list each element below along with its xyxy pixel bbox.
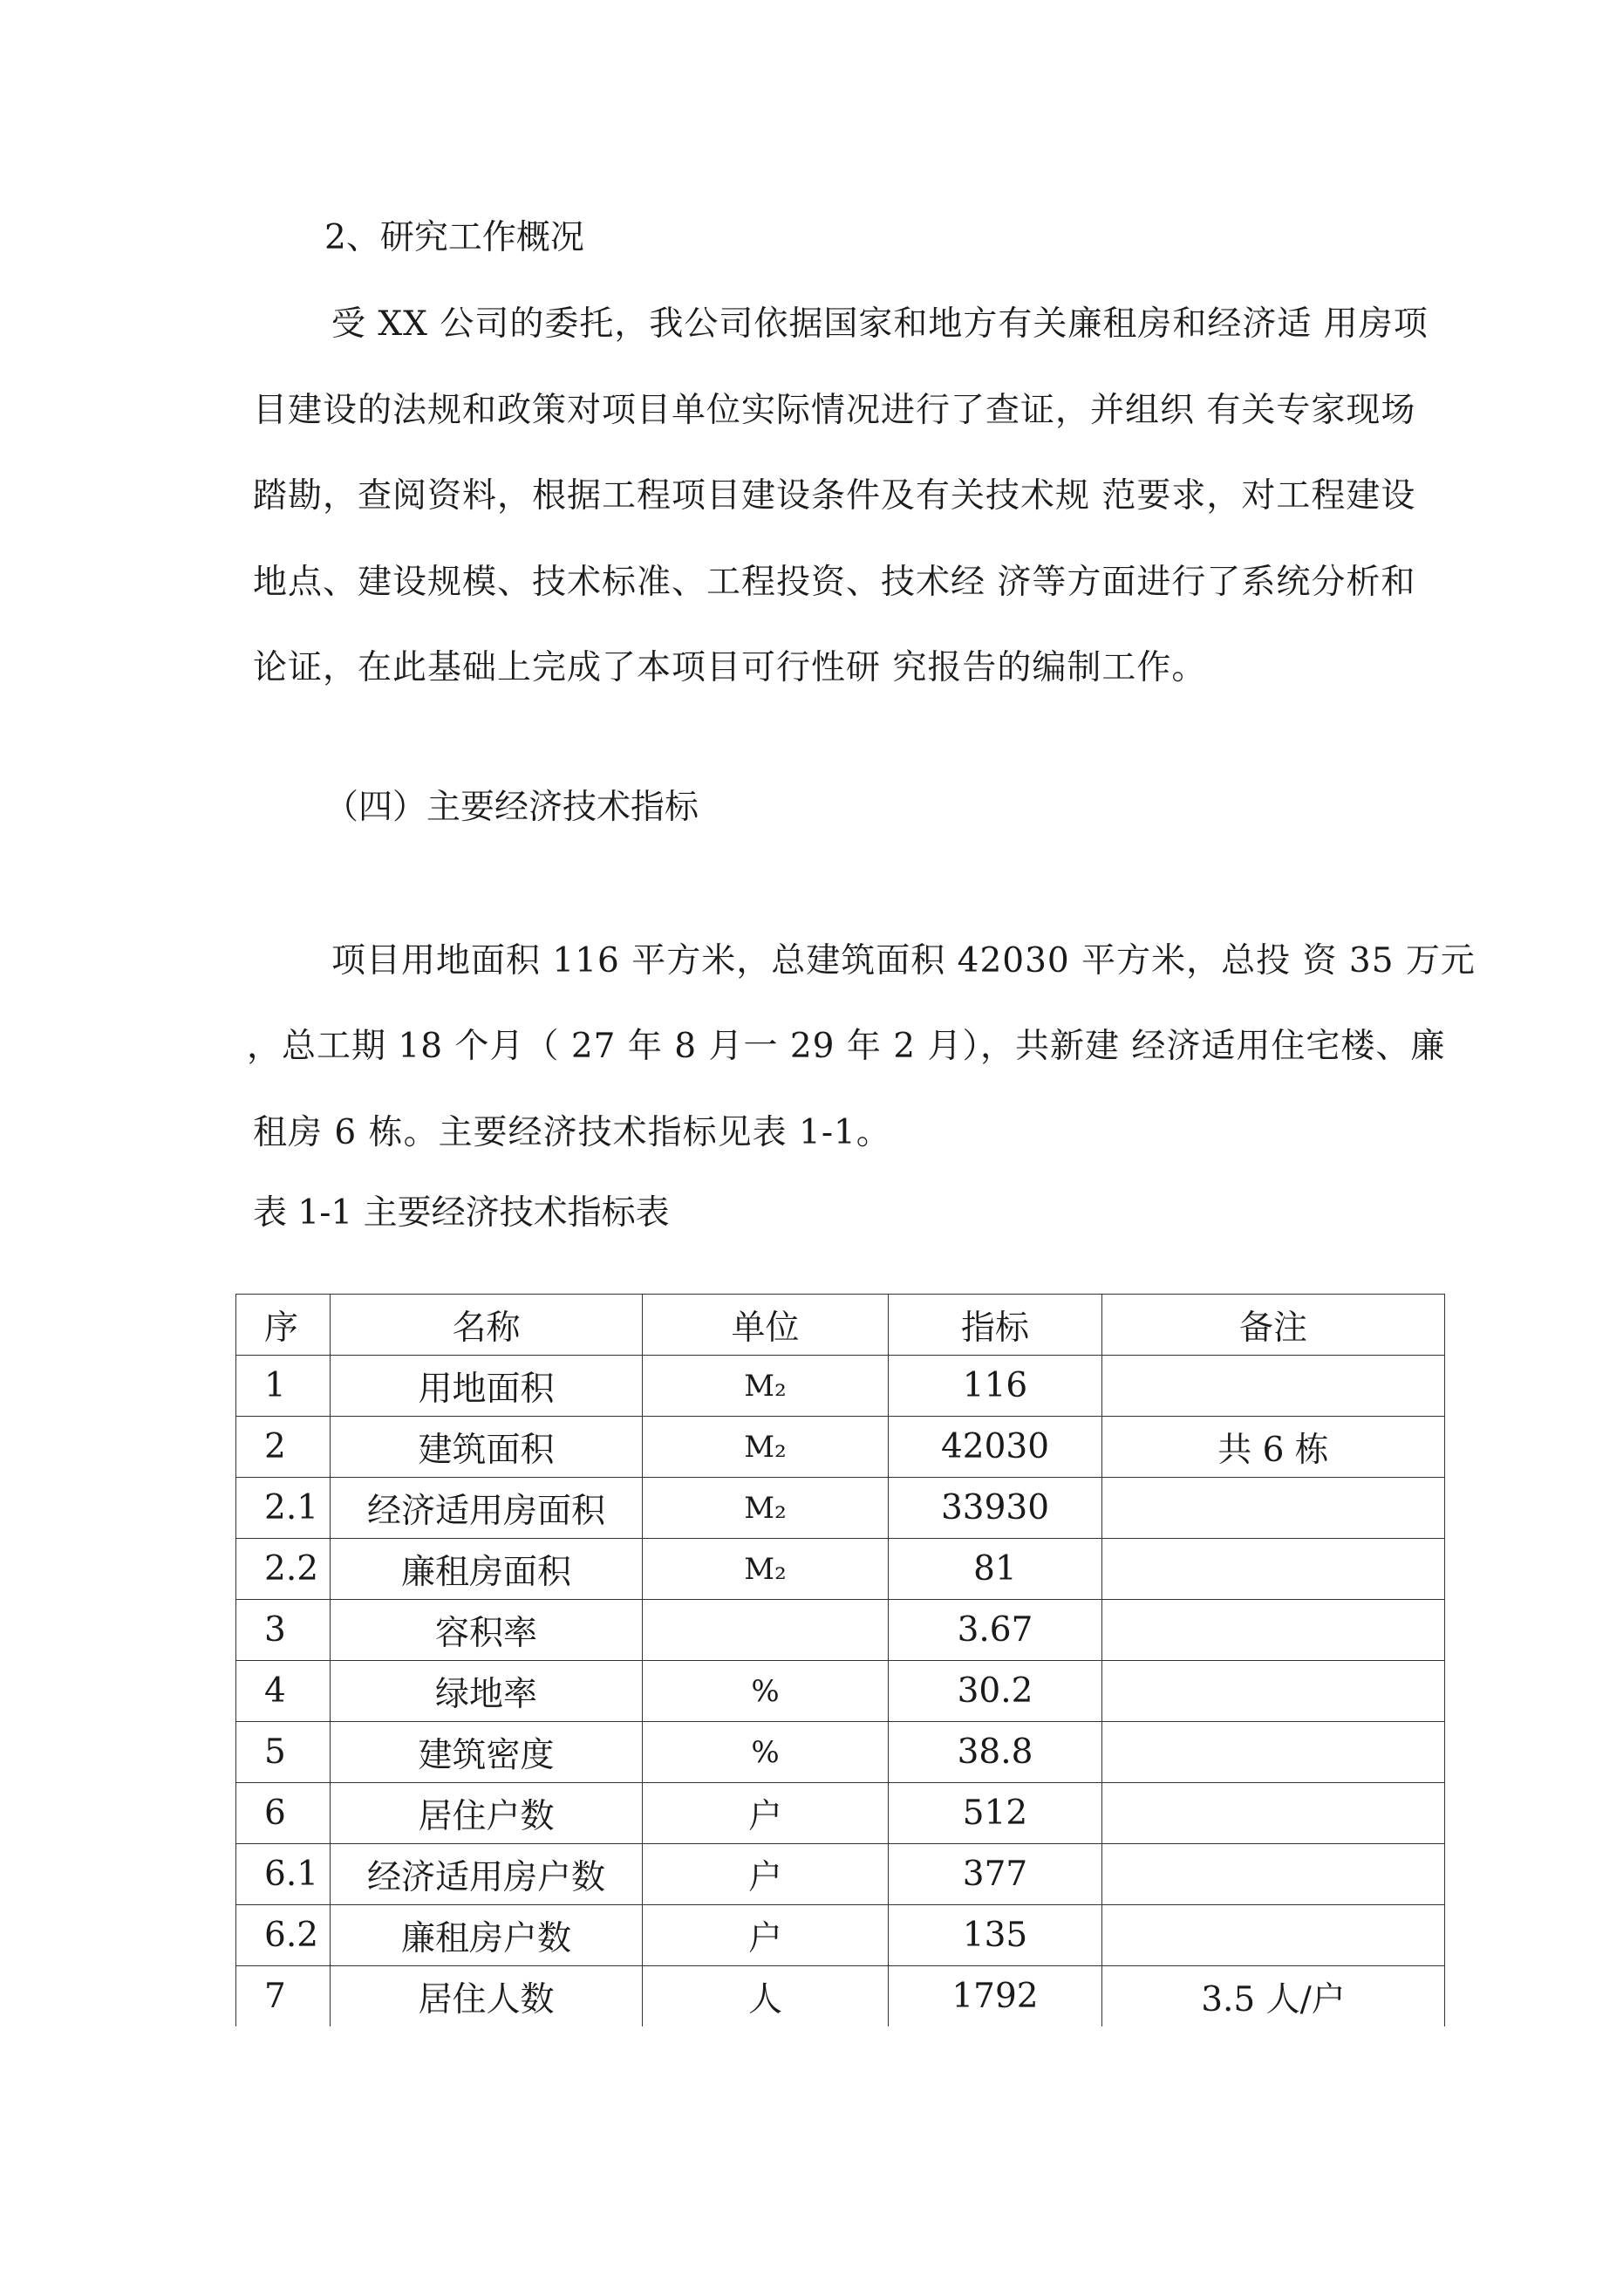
cell-remark — [1102, 1905, 1445, 1966]
cell-value: 42030 — [889, 1417, 1102, 1478]
cell-seq: 2 — [236, 1417, 331, 1478]
cell-seq: 3 — [236, 1600, 331, 1661]
table-row — [236, 1722, 1445, 1783]
cell-remark — [1102, 1356, 1445, 1417]
cell-value: 81 — [889, 1539, 1102, 1600]
cell-unit: M₂ — [643, 1539, 889, 1600]
indicators-table — [235, 1294, 1445, 2026]
table-row — [236, 1966, 1445, 2027]
table-row — [236, 1478, 1445, 1539]
cell-unit: % — [643, 1722, 889, 1783]
table-header-row — [236, 1295, 1445, 1356]
cell-name: 容积率 — [331, 1600, 643, 1661]
header-name: 名称 — [331, 1295, 643, 1356]
cell-name: 经济适用房面积 — [331, 1478, 643, 1539]
cell-seq: 6 — [236, 1783, 331, 1844]
table-row — [236, 1661, 1445, 1722]
cell-seq: 2.2 — [236, 1539, 331, 1600]
header-value: 指标 — [889, 1295, 1102, 1356]
cell-unit: M₂ — [643, 1417, 889, 1478]
cell-remark — [1102, 1722, 1445, 1783]
cell-name: 廉租房面积 — [331, 1539, 643, 1600]
table-row — [236, 1905, 1445, 1966]
table-row — [236, 1844, 1445, 1905]
cell-unit: M₂ — [643, 1356, 889, 1417]
cell-remark: 3.5 人/户 — [1102, 1966, 1445, 2027]
cell-value: 135 — [889, 1905, 1102, 1966]
cell-value: 30.2 — [889, 1661, 1102, 1722]
cell-unit: % — [643, 1661, 889, 1722]
paragraph-line: 项目用地面积 116 平方米，总建筑面积 42030 平方米，总投 资 35 万元 — [331, 941, 1476, 981]
cell-seq: 1 — [236, 1356, 331, 1417]
paragraph-line: 租房 6 栋。主要经济技术指标见表 1-1。 — [253, 1113, 891, 1152]
cell-name: 居住人数 — [331, 1966, 643, 2027]
cell-name: 经济适用房户数 — [331, 1844, 643, 1905]
table-row — [236, 1783, 1445, 1844]
table-row — [236, 1539, 1445, 1600]
paragraph-line: 受 XX 公司的委托，我公司依据国家和地方有关廉租房和经济适 用房项 — [331, 304, 1429, 344]
cell-unit: M₂ — [643, 1478, 889, 1539]
cell-remark — [1102, 1539, 1445, 1600]
paragraph-line: 地点、建设规模、技术标准、工程投资、技术经 济等方面进行了系统分析和 — [253, 563, 1416, 602]
cell-seq: 4 — [236, 1661, 331, 1722]
table-caption: 表 1-1 主要经济技术指标表 — [253, 1193, 670, 1233]
section-heading-indicators: （四）主要经济技术指标 — [324, 788, 699, 827]
cell-seq: 2.1 — [236, 1478, 331, 1539]
cell-value: 377 — [889, 1844, 1102, 1905]
cell-seq: 5 — [236, 1722, 331, 1783]
header-seq: 序 — [236, 1295, 331, 1356]
cell-remark — [1102, 1478, 1445, 1539]
cell-unit: 户 — [643, 1783, 889, 1844]
cell-name: 绿地率 — [331, 1661, 643, 1722]
section-heading-research: 2、研究工作概况 — [324, 218, 584, 257]
cell-name: 用地面积 — [331, 1356, 643, 1417]
cell-name: 廉租房户数 — [331, 1905, 643, 1966]
cell-value: 116 — [889, 1356, 1102, 1417]
cell-unit — [643, 1600, 889, 1661]
paragraph-line: 论证，在此基础上完成了本项目可行性研 究报告的编制工作。 — [253, 648, 1207, 687]
cell-value: 33930 — [889, 1478, 1102, 1539]
cell-value: 1792 — [889, 1966, 1102, 2027]
header-unit: 单位 — [643, 1295, 889, 1356]
paragraph-line: 目建设的法规和政策对项目单位实际情况进行了查证，并组织 有关专家现场 — [253, 391, 1416, 430]
cell-remark — [1102, 1783, 1445, 1844]
cell-name: 建筑密度 — [331, 1722, 643, 1783]
cell-unit: 人 — [643, 1966, 889, 2027]
cell-remark — [1102, 1844, 1445, 1905]
cell-seq: 6.2 — [236, 1905, 331, 1966]
paragraph-line: 踏勘，查阅资料，根据工程项目建设条件及有关技术规 范要求，对工程建设 — [253, 476, 1416, 516]
table-row — [236, 1356, 1445, 1417]
cell-value: 512 — [889, 1783, 1102, 1844]
cell-seq: 7 — [236, 1966, 331, 2027]
cell-seq: 6.1 — [236, 1844, 331, 1905]
table-row — [236, 1417, 1445, 1478]
cell-name: 居住户数 — [331, 1783, 643, 1844]
table-row — [236, 1600, 1445, 1661]
cell-unit: 户 — [643, 1905, 889, 1966]
cell-unit: 户 — [643, 1844, 889, 1905]
header-remark: 备注 — [1102, 1295, 1445, 1356]
cell-remark — [1102, 1661, 1445, 1722]
cell-name: 建筑面积 — [331, 1417, 643, 1478]
cell-remark: 共 6 栋 — [1102, 1417, 1445, 1478]
cell-value: 38.8 — [889, 1722, 1102, 1783]
cell-remark — [1102, 1600, 1445, 1661]
cell-value: 3.67 — [889, 1600, 1102, 1661]
paragraph-line: ，总工期 18 个月（ 27 年 8 月一 29 年 2 月），共新建 经济适用住宅楼、廉 — [247, 1027, 1446, 1066]
